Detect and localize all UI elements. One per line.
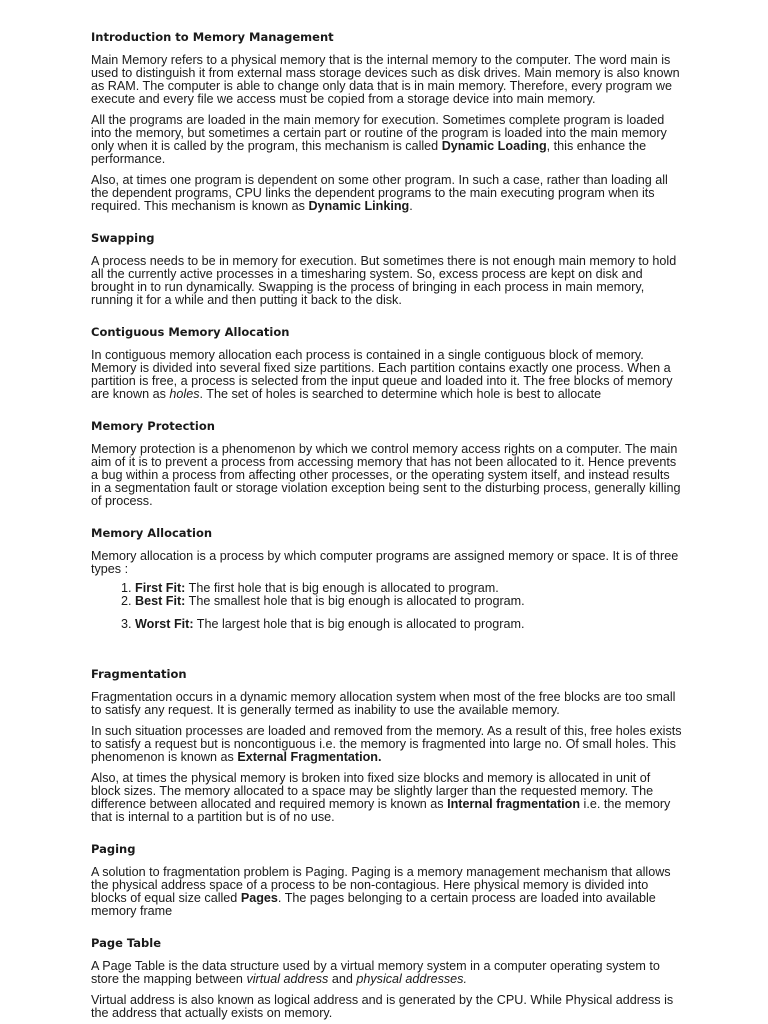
heading-allocation: Memory Allocation	[91, 526, 213, 540]
fragmentation-paragraph-3	[91, 772, 682, 824]
intro-paragraph-1: Main Memory refers to a physical memory that is the internal memory to the computer. The word main is used to distinguish it from external mass storage devices such as disk drives. Main memory is also known as RAM. The computer is able to change only data that is in main memory. Therefore, every program we execute and every file we access must be copied from a storage device into main memory.	[91, 53, 680, 106]
page-table-text: A Page Table is the data structure used by a virtual memory system in a computer operating system to store the mapping between	[91, 959, 660, 986]
fragmentation-paragraph-1: Fragmentation occurs in a dynamic memory allocation system when most of the free blocks are too small to satisfy any request. It is generally termed as inability to use the available memory.	[91, 690, 676, 717]
term-worst-fit: Worst Fit:	[135, 617, 194, 631]
term-virtual-address: virtual address	[246, 972, 329, 986]
fragmentation-p2-text: In such situation processes are loaded and removed from the memory. As a result of this, free holes exists to satisfy a request but is noncontiguous i.e. the memory is fragmented into large no. Of small holes. This phenomenon is known as	[91, 724, 682, 764]
paging-paragraph	[91, 866, 682, 918]
fragmentation-p3-text: Also, at times the physical memory is broken into fixed size blocks and memory is allocated in unit of block sizes. The memory allocated to a space may be slightly larger than the requested memory. The difference between allocated and required memory is known as	[91, 771, 654, 811]
term-holes: holes	[169, 387, 200, 401]
term-dynamic-loading: Dynamic Loading	[441, 139, 547, 153]
paging-tail: . The pages belonging to a certain process are loaded into available memory frame	[91, 891, 656, 918]
list-item-best-fit	[135, 595, 682, 608]
page-table-paragraph-2: Virtual address is also known as logical address and is generated by the CPU. While Physical address is the address that actually exists on memory.	[91, 993, 674, 1020]
paging-text: A solution to fragmentation problem is Paging. Paging is a memory management mechanism that allows the physical address space of a process to be non-contagious. Here physical memory is divided into blocks of equal size called	[91, 865, 671, 905]
heading-fragmentation: Fragmentation	[91, 667, 187, 681]
best-fit-text: The smallest hole that is big enough is allocated to program.	[185, 594, 525, 608]
contiguous-tail: . The set of holes is searched to determine which hole is best to allocate	[199, 387, 602, 401]
intro-paragraph-3	[91, 174, 682, 213]
protection-paragraph: Memory protection is a phenomenon by which we control memory access rights on a computer. The main aim of it is to prevent a process from accessing memory that has not been allocated to it. Hence prevents a bug within a process from affecting other processes, or the operating system itself, and instead results in a segmentation fault or storage violation exception being sent to the disturbing process, generally killing of process.	[91, 442, 681, 508]
allocation-paragraph: Memory allocation is a process by which computer programs are assigned memory or space. It is of three types :	[91, 549, 679, 576]
swapping-paragraph: A process needs to be in memory for execution. But sometimes there is not enough main memory to hold all the currently active processes in a timesharing system. So, excess process are kept on disk and brought in to run dynamically. Swapping is the process of bringing in each process in main memory, running it for a while and then putting it back to the disk.	[91, 254, 677, 307]
term-first-fit: First Fit:	[135, 581, 186, 595]
heading-swapping: Swapping	[91, 231, 155, 245]
allocation-list	[91, 582, 682, 631]
term-pages: Pages	[240, 891, 278, 905]
heading-protection: Memory Protection	[91, 419, 215, 433]
first-fit-text: The first hole that is big enough is allocated to program.	[185, 581, 499, 595]
heading-introduction: Introduction to Memory Management	[91, 30, 334, 44]
worst-fit-text: The largest hole that is big enough is allocated to program.	[193, 617, 525, 631]
contiguous-paragraph	[91, 349, 682, 401]
page-table-and: and	[328, 972, 357, 986]
intro-paragraph-2	[91, 114, 682, 166]
fragmentation-paragraph-2	[91, 725, 682, 764]
page-table-paragraph-1	[91, 960, 682, 986]
list-item-worst-fit	[135, 618, 682, 631]
intro-p2-tail: , this enhance the performance.	[91, 139, 647, 166]
heading-paging: Paging	[91, 842, 136, 856]
term-physical-addresses: physical addresses.	[356, 972, 467, 986]
intro-p2-text: All the programs are loaded in the main memory for execution. Sometimes complete program is loaded into the memory, but sometimes a certain part or routine of the program is loaded into the main memory only when it is called by the program, this mechanism is called	[91, 113, 667, 153]
term-internal-fragmentation: Internal fragmentation	[447, 797, 581, 811]
intro-p3-tail: .	[409, 199, 413, 213]
heading-page-table: Page Table	[91, 936, 162, 950]
term-external-fragmentation: External Fragmentation.	[237, 750, 382, 764]
heading-contiguous: Contiguous Memory Allocation	[91, 325, 290, 339]
term-dynamic-linking: Dynamic Linking	[308, 199, 410, 213]
fragmentation-p3-tail: i.e. the memory that is internal to a partition but is of no use.	[91, 797, 671, 824]
intro-p3-text: Also, at times one program is dependent on some other program. In such a case, rather than loading all the dependent programs, CPU links the dependent programs to the main executing program when its required. This mechanism is known as	[91, 173, 668, 213]
term-best-fit: Best Fit:	[135, 594, 186, 608]
contiguous-text: In contiguous memory allocation each process is contained in a single contiguous block of memory. Memory is divided into several fixed size partitions. Each partition contains exactly one process. When a partition is free, a process is selected from the input queue and loaded into it. The free blocks of memory are known as	[91, 348, 673, 401]
